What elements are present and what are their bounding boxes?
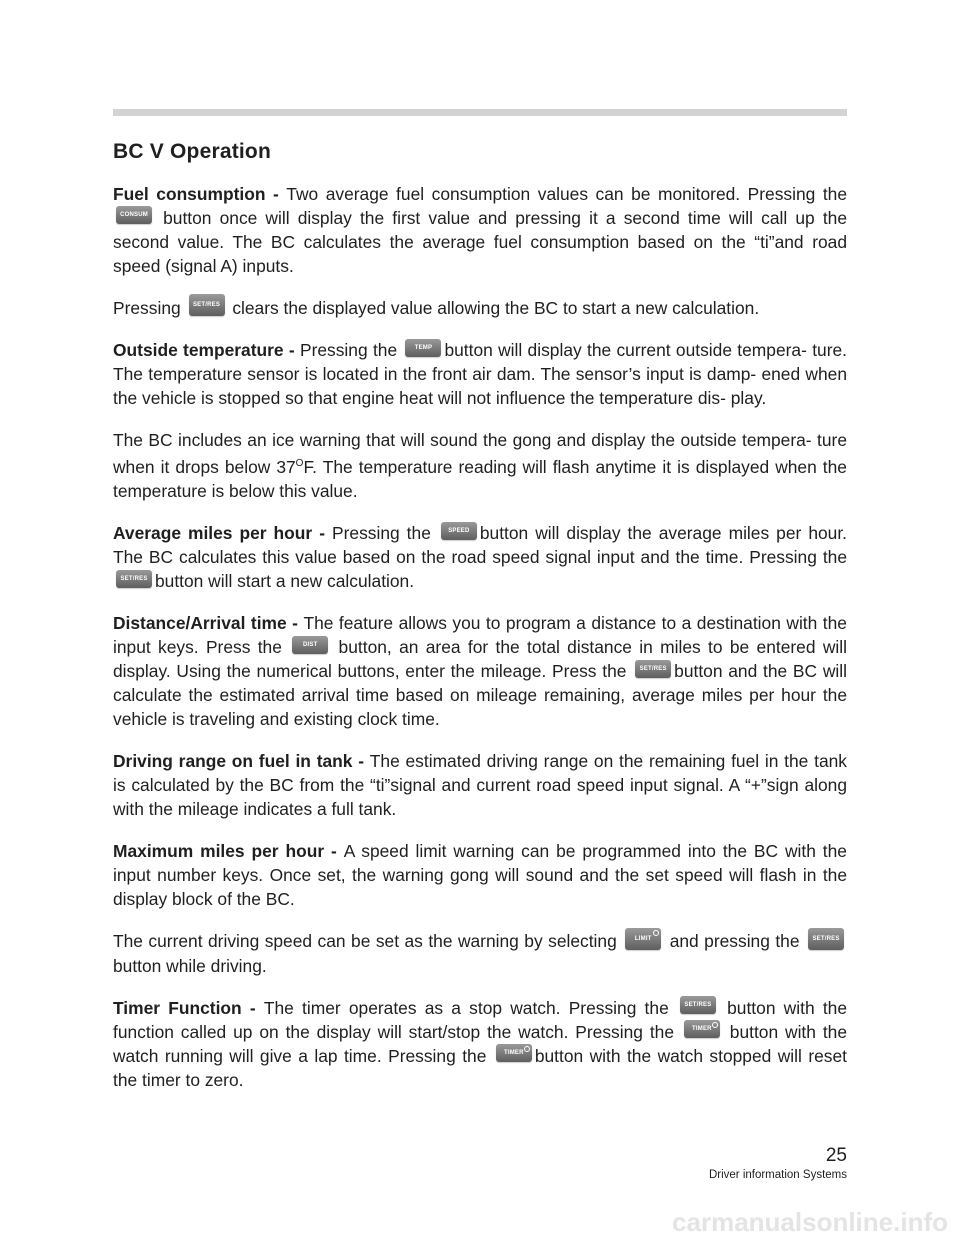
- watermark: carmanualsonline.info: [672, 1207, 948, 1237]
- text: button with the watch running will give a lap time. Pressing the: [113, 1021, 847, 1066]
- text: The BC includes an ice warning that will sound the gong and display the outside tempera- ture when it drops below 37: [113, 430, 847, 478]
- text: Two average fuel consumption values can be monitored. Pressing the: [286, 184, 847, 204]
- header-rule: [113, 109, 847, 116]
- timer-label: TIMER: [503, 1050, 524, 1057]
- maximum-mph-lead: Maximum miles per hour -: [113, 841, 344, 862]
- text: button with the watch stopped will reset the timer to zero.: [113, 1045, 847, 1090]
- text: The estimated driving range on the remaining fuel in the tank is calculated by the BC from the “ti”signal and current road speed input signal. A “+”sign along with the mileage indicates a full tank.: [113, 751, 847, 820]
- text: button with the function called up on the display will start/stop the watch. Pressing the: [113, 997, 847, 1042]
- degree-mark: O: [295, 458, 304, 470]
- timer-button-icon: [496, 1044, 532, 1062]
- page-content: [113, 140, 847, 1092]
- text: and pressing the: [664, 931, 805, 952]
- fuel-consumption-lead: Fuel consumption -: [113, 184, 287, 204]
- maximum-mph-paragraph: [113, 839, 847, 911]
- indicator-dot-icon: [524, 1046, 530, 1052]
- text: F. The temperature reading will flash anytime it is displayed when the temperature is below this value.: [113, 457, 847, 502]
- text: button will display the current outside tempera- ture. The temperature sensor is located in the front air dam. The sensor’s input is damp- ened when the vehicle is stopped so that engine heat will not influence the temperature dis- play.: [113, 340, 847, 409]
- outside-temperature-paragraph: [113, 338, 847, 410]
- text: button while driving.: [113, 955, 267, 976]
- pressing-paragraph: [113, 296, 847, 320]
- text: A speed limit warning can be programmed into the BC with the input number keys. Once set, the warning gong will sound and the set speed will flash in the display block of the BC.: [113, 841, 847, 910]
- temp-button-icon: TEMP: [405, 339, 441, 357]
- ice-warning-paragraph: [113, 428, 847, 503]
- text: Pressing: [113, 298, 186, 318]
- limit-button-icon: [625, 928, 661, 950]
- page-number: 25: [825, 1145, 847, 1166]
- timer-function-paragraph: [113, 996, 847, 1092]
- text: Pressing the: [299, 340, 403, 361]
- text: clears the displayed value allowing the BC to start a new calculation.: [227, 298, 760, 318]
- text: The feature allows you to program a distance to a destination with the input keys. Press the: [113, 613, 847, 658]
- page-footer: [709, 1145, 847, 1183]
- text: button and the BC will calculate the estimated arrival time based on mileage remaining, average miles per hour the vehicle is traveling and existing clock time.: [113, 661, 847, 730]
- consum-button-icon: CONSUM: [116, 206, 152, 224]
- text: button will display the average miles per hour. The BC calculates this value based on the road speed signal input and the time. Pressing the: [113, 523, 847, 568]
- setres-button-icon: SET/RES: [116, 570, 152, 588]
- setres-button-icon: SET/RES: [189, 294, 225, 316]
- setres-button-icon: SET/RES: [680, 996, 716, 1014]
- setres-button-icon: SET/RES: [635, 660, 671, 678]
- driving-range-lead: Driving range on fuel in tank -: [113, 751, 370, 772]
- text: The current driving speed can be set as the warning by selecting: [113, 931, 623, 952]
- fuel-consumption-paragraph: [113, 182, 847, 278]
- average-mph-paragraph: [113, 521, 847, 593]
- text: button, an area for the total distance in miles to be entered will display. Using the numerical buttons, enter the mileage. Press the: [113, 637, 847, 682]
- current-speed-paragraph: [113, 929, 847, 977]
- timer-function-lead: Timer Function -: [113, 997, 264, 1018]
- indicator-dot-icon: [653, 930, 659, 936]
- driving-range-paragraph: [113, 749, 847, 821]
- indicator-dot-icon: [712, 1022, 718, 1028]
- text: Pressing the: [332, 523, 438, 544]
- text: button will start a new calculation.: [155, 571, 415, 592]
- distance-arrival-lead: Distance/Arrival time -: [113, 613, 304, 634]
- page-title: BC V Operation: [113, 140, 271, 163]
- text: button once will display the first value and pressing it a second time will call up the second value. The BC calculates the average fuel consumption based on the “ti”and road speed (signal A) inputs.: [113, 208, 847, 276]
- average-mph-lead: Average miles per hour -: [113, 523, 333, 544]
- timer-button-icon: [684, 1020, 720, 1038]
- timer-label: TIMER: [692, 1026, 712, 1033]
- outside-temperature-lead: Outside temperature -: [113, 340, 300, 361]
- text: The timer operates as a stop watch. Pressing the: [263, 997, 677, 1018]
- section-name: Driver information Systems: [708, 1169, 847, 1181]
- setres-button-icon: SET/RES: [808, 928, 844, 950]
- speed-button-icon: SPEED: [441, 522, 477, 540]
- limit-label: LIMIT: [634, 935, 652, 942]
- distance-arrival-paragraph: [113, 611, 847, 731]
- dist-button-icon: DIST: [292, 636, 328, 654]
